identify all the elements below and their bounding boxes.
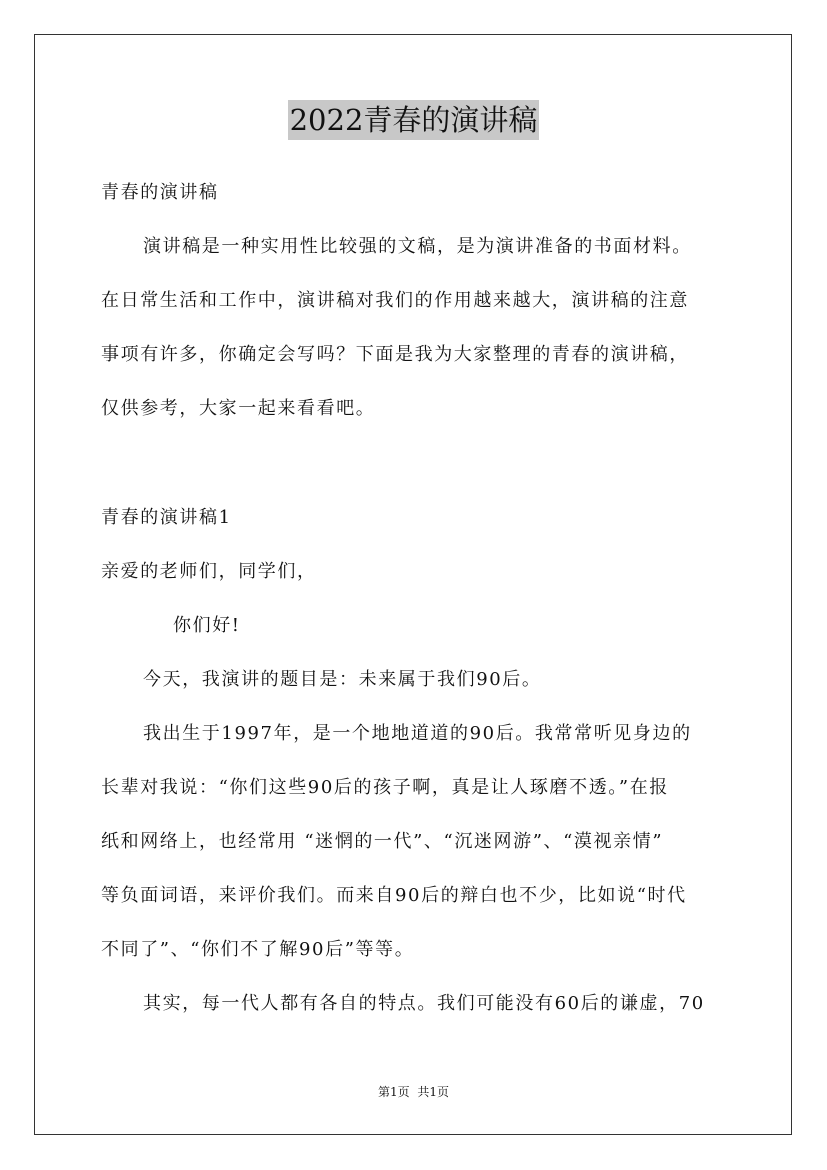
document-title: 2022青春的演讲稿 xyxy=(288,100,540,140)
page-number: 第1页 xyxy=(377,1085,410,1099)
subtitle: 青春的演讲稿 xyxy=(101,182,219,203)
body-line-6: 不同了”、“你们不了解90后”等等。 xyxy=(101,939,415,960)
page-footer xyxy=(0,1084,827,1100)
section-heading: 青春的演讲稿1 xyxy=(101,507,232,528)
body-line-7: 其实，每一代人都有各自的特点。我们可能没有60后的谦虚，70 xyxy=(143,993,705,1014)
body-line-2: 我出生于1997年，是一个地地道道的90后。我常常听见身边的 xyxy=(143,723,692,744)
page-total: 共1页 xyxy=(417,1085,450,1099)
intro-line-3: 事项有许多，你确定会写吗？下面是我为大家整理的青春的演讲稿， xyxy=(101,344,689,365)
body-line-5: 等负面词语，来评价我们。而来自90后的辩白也不少，比如说“时代 xyxy=(101,885,687,906)
intro-line-1: 演讲稿是一种实用性比较强的文稿，是为演讲准备的书面材料。 xyxy=(143,236,692,257)
salutation: 亲爱的老师们，同学们， xyxy=(101,561,317,582)
greeting: 你们好! xyxy=(173,615,241,636)
body-line-4: 纸和网络上，也经常用 “迷惘的一代”、“沉迷网游”、“漠视亲情” xyxy=(101,831,664,852)
title-container xyxy=(0,100,827,140)
body-line-3: 长辈对我说：“你们这些90后的孩子啊，真是让人琢磨不透。”在报 xyxy=(101,777,669,798)
body-line-1: 今天，我演讲的题目是：未来属于我们90后。 xyxy=(143,669,542,690)
intro-line-4: 仅供参考，大家一起来看看吧。 xyxy=(101,398,376,419)
intro-line-2: 在日常生活和工作中，演讲稿对我们的作用越来越大，演讲稿的注意 xyxy=(101,290,689,311)
